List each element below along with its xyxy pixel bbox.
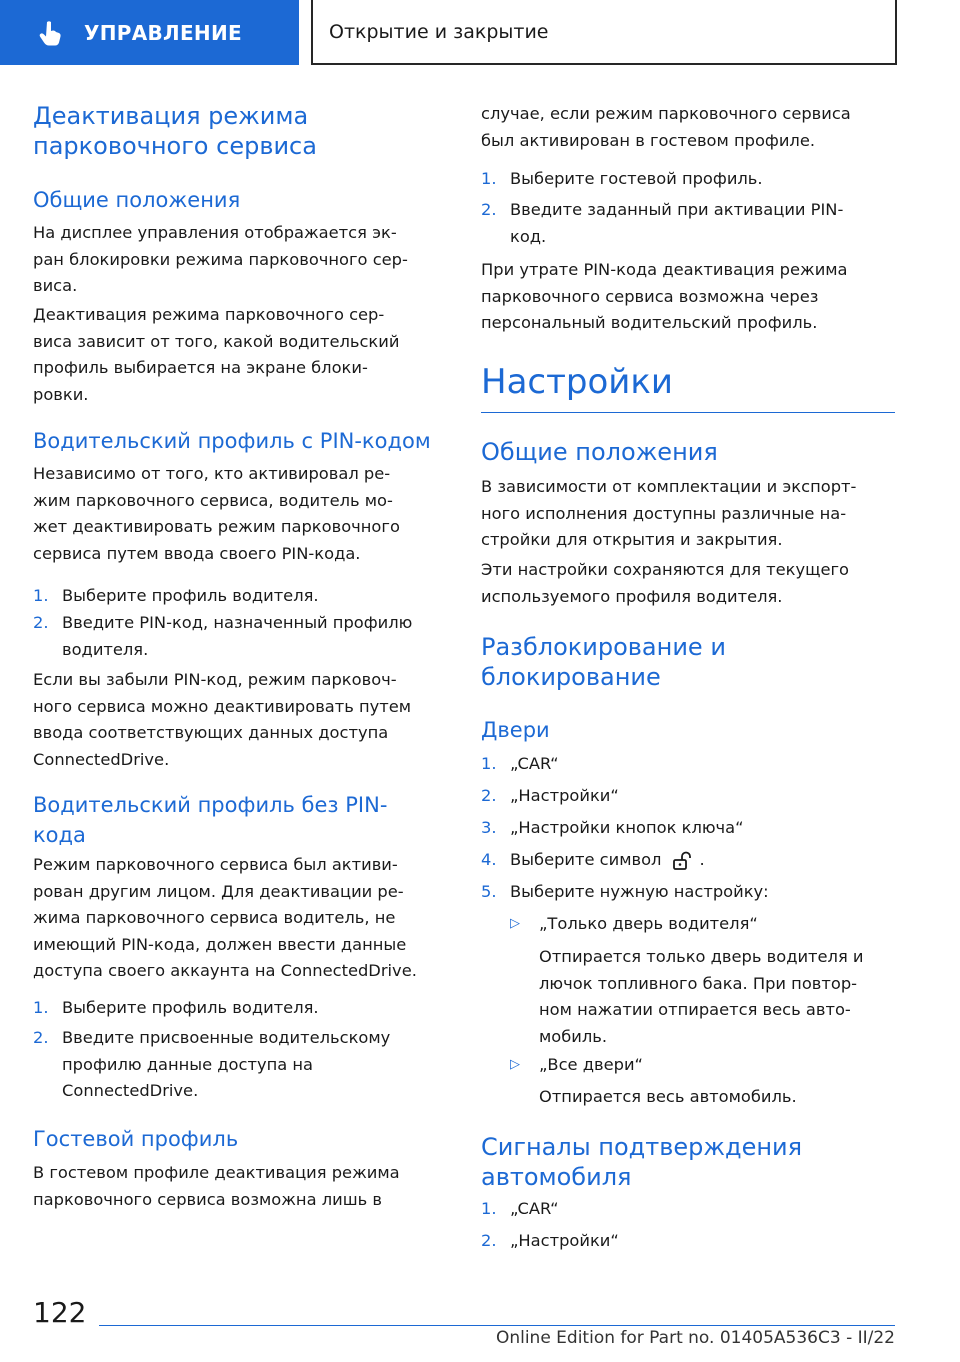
- paragraph: Деактивация режима парковочного сер- виса зависит от того, какой водительский профиль выбирается на экране блоки- ровки.: [33, 305, 400, 404]
- paragraph: Режим парковочного сервиса был активи- рован другим лицом. Для деактивации ре- жима парковочного сервиса водитель, не имеющий PIN-кода, должен ввести данные доступа своего аккаунта на ConnectedDrive.: [33, 855, 417, 980]
- list-item: 2. Введите заданный при активации PIN- код.: [481, 200, 844, 246]
- subheading-doors: Двери: [481, 718, 550, 742]
- list-item: 4. Выберите символ .: [481, 847, 705, 874]
- edition-note: Online Edition for Part no. 01405A536C3 - II/22: [495, 1328, 895, 1348]
- paragraph: Если вы забыли PIN-код, режим парковоч- ного сервиса можно деактивировать путем ввода соответствующих данных доступа ConnectedDrive.: [33, 670, 412, 769]
- option-item: ▷ „Все двери“: [510, 1055, 643, 1074]
- section-tab: [0, 0, 299, 65]
- list-item: 2. Введите присвоенные водительскому профилю данные доступа на ConnectedDrive.: [33, 1028, 391, 1100]
- list-item: 2. „Настройки“: [481, 786, 619, 805]
- hand-pointer-icon: [36, 18, 66, 48]
- list-item: 2. Введите PIN-код, назначенный профилю водителя.: [33, 613, 413, 659]
- option-description: Отпирается весь автомобиль.: [539, 1087, 797, 1106]
- paragraph: В зависимости от комплектации и экспорт- ного исполнения доступны различные на- стройки для открытия и закрытия.: [481, 477, 857, 549]
- footer-rule: [99, 1325, 895, 1326]
- list-item: 1. Выберите профиль водителя.: [33, 998, 319, 1017]
- subheading-general: Общие положения: [481, 438, 718, 466]
- subheading-confirmation: Сигналы подтверждения автомобиля: [481, 1133, 803, 1191]
- list-item: 3. „Настройки кнопок ключа“: [481, 818, 744, 837]
- list-item: 1. „CAR“: [481, 1199, 559, 1218]
- chapter-box: [311, 0, 897, 65]
- option-description: Отпирается только дверь водителя и лючок топливного бака. При повтор- ном нажатии отпирается весь авто- мобиль.: [539, 947, 864, 1046]
- option-item: ▷ „Только дверь водителя“: [510, 914, 758, 933]
- section-title: УПРАВЛЕНИЕ: [84, 20, 242, 45]
- list-item: 5. Выберите нужную настройку:: [481, 882, 769, 901]
- settings-heading: Настройки: [481, 362, 674, 402]
- chapter-title: Открытие и закрытие: [329, 20, 549, 43]
- list-item: 1. „CAR“: [481, 754, 559, 773]
- subheading-unlock-lock: Разблокирование и блокирование: [481, 633, 726, 691]
- unlock-icon: [671, 850, 693, 872]
- paragraph: случае, если режим парковочного сервиса был активирован в гостевом профиле.: [481, 104, 851, 150]
- list-item: 1. Выберите профиль водителя.: [33, 586, 319, 605]
- section-heading: Деактивация режима парковочного сервиса: [33, 102, 317, 160]
- page-number: 122: [33, 1296, 87, 1329]
- subheading-guest: Гостевой профиль: [33, 1127, 239, 1151]
- paragraph: Эти настройки сохраняются для текущего используемого профиля водителя.: [481, 560, 850, 606]
- paragraph: Независимо от того, кто активировал ре- жим парковочного сервиса, водитель мо- жет деактивировать режим парковочного сервиса путем ввода своего PIN-кода.: [33, 464, 400, 563]
- subheading-without-pin: Водительский профиль без PIN- кода: [33, 793, 388, 847]
- subheading-with-pin: Водительский профиль с PIN-кодом: [33, 429, 431, 453]
- subheading-general: Общие положения: [33, 188, 241, 212]
- paragraph: При утрате PIN-кода деактивация режима парковочного сервиса возможна через персональный водительский профиль.: [481, 260, 848, 332]
- paragraph: В гостевом профиле деактивация режима парковочного сервиса возможна лишь в: [33, 1163, 400, 1209]
- list-item: 1. Выберите гостевой профиль.: [481, 169, 763, 188]
- paragraph: На дисплее управления отображается эк- ран блокировки режима парковочного сер- виса.: [33, 223, 408, 295]
- heading-rule: [481, 412, 895, 413]
- list-item: 2. „Настройки“: [481, 1231, 619, 1250]
